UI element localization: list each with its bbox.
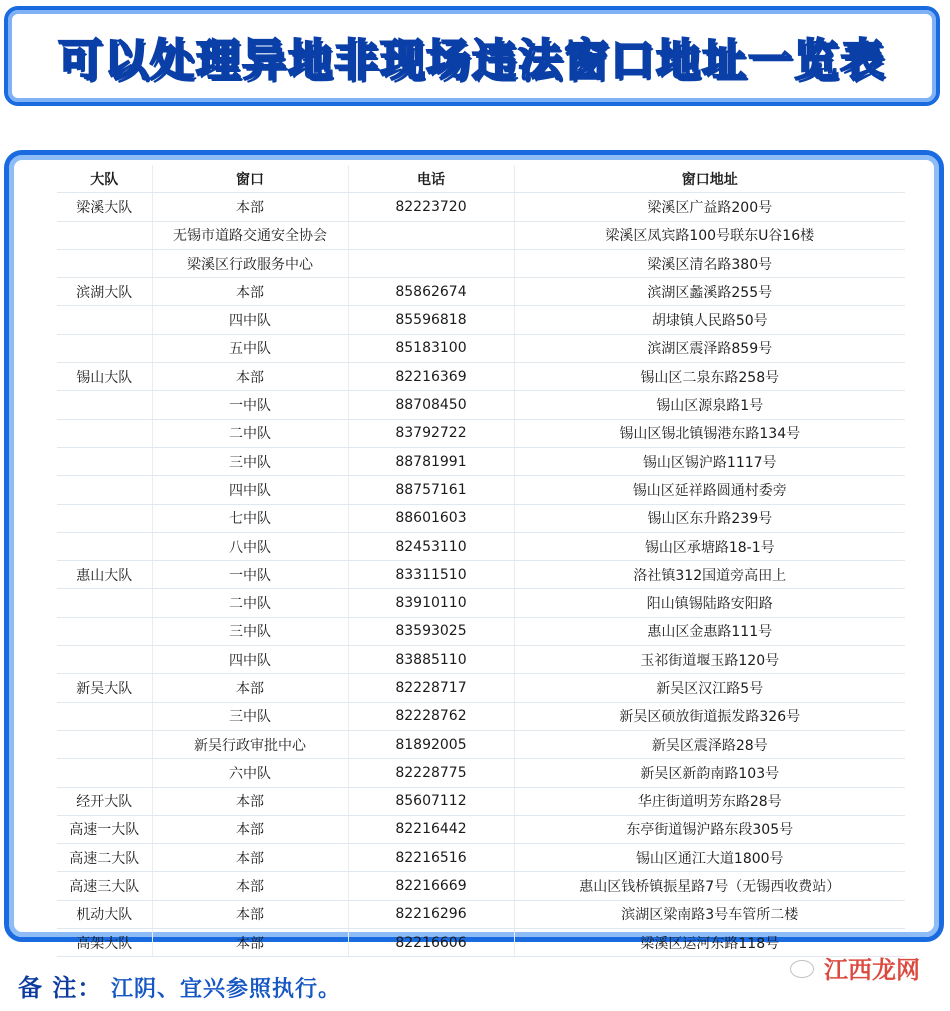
- cell-phone: [348, 221, 514, 249]
- cell-phone: 82216442: [348, 815, 514, 843]
- cell-address: 华庄街道明芳东路28号: [514, 787, 905, 815]
- cell-address: 锡山区锡北镇锡港东路134号: [514, 419, 905, 447]
- cell-window: 三中队: [152, 617, 348, 645]
- watermark: 江西龙网: [824, 956, 920, 984]
- cell-phone: 83593025: [348, 617, 514, 645]
- table-body: [57, 193, 905, 957]
- table-row: [57, 872, 905, 900]
- page-title: 可以处理异地非现场违法窗口地址一览表: [58, 35, 886, 86]
- cell-brigade: 机动大队: [57, 900, 152, 928]
- cell-phone: 83792722: [348, 419, 514, 447]
- table-row: [57, 929, 905, 957]
- cell-brigade: 滨湖大队: [57, 278, 152, 306]
- cell-phone: 85183100: [348, 334, 514, 362]
- cell-brigade: 惠山大队: [57, 561, 152, 589]
- table-row: [57, 278, 905, 306]
- cell-brigade: [57, 702, 152, 730]
- table-row: [57, 646, 905, 674]
- cell-window: 新吴行政审批中心: [152, 730, 348, 758]
- cell-address: 锡山区二泉东路258号: [514, 363, 905, 391]
- cell-brigade: [57, 447, 152, 475]
- table-row: [57, 334, 905, 362]
- cell-phone: 82216369: [348, 363, 514, 391]
- table-row: [57, 561, 905, 589]
- cell-phone: 83910110: [348, 589, 514, 617]
- cell-address: 锡山区东升路239号: [514, 504, 905, 532]
- cell-phone: 82216516: [348, 844, 514, 872]
- cell-phone: 81892005: [348, 730, 514, 758]
- table-row: [57, 674, 905, 702]
- cell-brigade: [57, 306, 152, 334]
- cell-address: 锡山区锡沪路1117号: [514, 447, 905, 475]
- cell-brigade: 高速二大队: [57, 844, 152, 872]
- cell-window: 一中队: [152, 561, 348, 589]
- cell-phone: 82453110: [348, 532, 514, 560]
- cell-address: 梁溪区运河东路118号: [514, 929, 905, 957]
- cell-window: 二中队: [152, 589, 348, 617]
- cell-brigade: [57, 617, 152, 645]
- table-row: [57, 900, 905, 928]
- cell-phone: 82228762: [348, 702, 514, 730]
- table-row: [57, 844, 905, 872]
- table-row: [57, 759, 905, 787]
- cell-window: 七中队: [152, 504, 348, 532]
- table-row: [57, 193, 905, 221]
- cell-address: 洛社镇312国道旁高田上: [514, 561, 905, 589]
- table-row: [57, 730, 905, 758]
- cell-brigade: [57, 730, 152, 758]
- cell-window: 四中队: [152, 476, 348, 504]
- cell-address: 玉祁街道堰玉路120号: [514, 646, 905, 674]
- cell-brigade: [57, 646, 152, 674]
- header-window: 窗口: [152, 165, 348, 193]
- cell-address: 梁溪区清名路380号: [514, 249, 905, 277]
- cell-address: 惠山区金惠路111号: [514, 617, 905, 645]
- cell-window: 一中队: [152, 391, 348, 419]
- cell-address: 胡埭镇人民路50号: [514, 306, 905, 334]
- cell-window: 本部: [152, 872, 348, 900]
- cell-window: 五中队: [152, 334, 348, 362]
- cell-brigade: [57, 476, 152, 504]
- cell-brigade: 经开大队: [57, 787, 152, 815]
- cell-brigade: 新吴大队: [57, 674, 152, 702]
- cell-address: 锡山区通江大道1800号: [514, 844, 905, 872]
- cell-phone: 82223720: [348, 193, 514, 221]
- cell-brigade: [57, 334, 152, 362]
- cell-address: 阳山镇锡陆路安阳路: [514, 589, 905, 617]
- table-frame: [4, 150, 944, 952]
- cell-brigade: [57, 532, 152, 560]
- cell-address: 新吴区汉江路5号: [514, 674, 905, 702]
- cell-address: 新吴区硕放街道振发路326号: [514, 702, 905, 730]
- cell-window: 本部: [152, 787, 348, 815]
- cell-phone: 88708450: [348, 391, 514, 419]
- cell-window: 本部: [152, 844, 348, 872]
- cell-phone: 83311510: [348, 561, 514, 589]
- cell-brigade: [57, 504, 152, 532]
- cell-address: 锡山区源泉路1号: [514, 391, 905, 419]
- footnote-label: 备 注：: [18, 974, 103, 1002]
- cell-phone: 82216296: [348, 900, 514, 928]
- table-row: [57, 391, 905, 419]
- cell-window: 梁溪区行政服务中心: [152, 249, 348, 277]
- cell-brigade: 锡山大队: [57, 363, 152, 391]
- cell-window: 四中队: [152, 646, 348, 674]
- cell-window: 本部: [152, 674, 348, 702]
- cell-window: 四中队: [152, 306, 348, 334]
- cell-brigade: 高速一大队: [57, 815, 152, 843]
- table-row: [57, 306, 905, 334]
- cell-address: 梁溪区广益路200号: [514, 193, 905, 221]
- cell-address: 惠山区钱桥镇振星路7号（无锡西收费站）: [514, 872, 905, 900]
- cell-brigade: [57, 759, 152, 787]
- cell-window: 无锡市道路交通安全协会: [152, 221, 348, 249]
- cell-address: 滨湖区梁南路3号车管所二楼: [514, 900, 905, 928]
- table-row: [57, 617, 905, 645]
- address-table: [57, 165, 905, 957]
- table-row: [57, 476, 905, 504]
- cell-address: 锡山区承塘路18-1号: [514, 532, 905, 560]
- cell-brigade: 梁溪大队: [57, 193, 152, 221]
- cell-phone: 88757161: [348, 476, 514, 504]
- header-brigade: 大队: [57, 165, 152, 193]
- header-phone: 电话: [348, 165, 514, 193]
- cell-brigade: [57, 419, 152, 447]
- cell-window: 本部: [152, 193, 348, 221]
- table-header-row: [57, 165, 905, 193]
- cell-brigade: [57, 589, 152, 617]
- cell-address: 新吴区新韵南路103号: [514, 759, 905, 787]
- cell-window: 本部: [152, 900, 348, 928]
- table-row: [57, 363, 905, 391]
- cell-window: 三中队: [152, 702, 348, 730]
- cell-phone: 82228775: [348, 759, 514, 787]
- cell-window: 本部: [152, 363, 348, 391]
- cell-phone: 82216606: [348, 929, 514, 957]
- title-banner: [4, 6, 940, 106]
- table-row: [57, 447, 905, 475]
- cell-window: 二中队: [152, 419, 348, 447]
- cell-phone: [348, 249, 514, 277]
- table-row: [57, 249, 905, 277]
- cell-brigade: [57, 391, 152, 419]
- table-row: [57, 702, 905, 730]
- cell-window: 本部: [152, 815, 348, 843]
- cell-phone: 88601603: [348, 504, 514, 532]
- cell-phone: 85607112: [348, 787, 514, 815]
- table-row: [57, 787, 905, 815]
- table-row: [57, 504, 905, 532]
- cell-phone: 85862674: [348, 278, 514, 306]
- header-address: 窗口地址: [514, 165, 905, 193]
- table-row: [57, 419, 905, 447]
- table-row: [57, 589, 905, 617]
- cell-address: 梁溪区凤宾路100号联东U谷16楼: [514, 221, 905, 249]
- cell-address: 锡山区延祥路圆通村委旁: [514, 476, 905, 504]
- cell-window: 本部: [152, 929, 348, 957]
- table-row: [57, 221, 905, 249]
- cell-address: 滨湖区震泽路859号: [514, 334, 905, 362]
- wechat-icon: [790, 960, 814, 978]
- cell-brigade: 高速三大队: [57, 872, 152, 900]
- table-row: [57, 532, 905, 560]
- table-row: [57, 815, 905, 843]
- cell-phone: 82216669: [348, 872, 514, 900]
- cell-address: 东亭街道锡沪路东段305号: [514, 815, 905, 843]
- cell-brigade: [57, 221, 152, 249]
- cell-phone: 83885110: [348, 646, 514, 674]
- cell-window: 本部: [152, 278, 348, 306]
- cell-phone: 85596818: [348, 306, 514, 334]
- footnote: [18, 968, 341, 1003]
- cell-phone: 82228717: [348, 674, 514, 702]
- cell-window: 六中队: [152, 759, 348, 787]
- cell-address: 滨湖区蠡溪路255号: [514, 278, 905, 306]
- cell-address: 新吴区震泽路28号: [514, 730, 905, 758]
- cell-window: 八中队: [152, 532, 348, 560]
- cell-window: 三中队: [152, 447, 348, 475]
- footnote-text: 江阴、宜兴参照执行。: [111, 977, 342, 1002]
- cell-brigade: [57, 249, 152, 277]
- cell-phone: 88781991: [348, 447, 514, 475]
- cell-brigade: 高架大队: [57, 929, 152, 957]
